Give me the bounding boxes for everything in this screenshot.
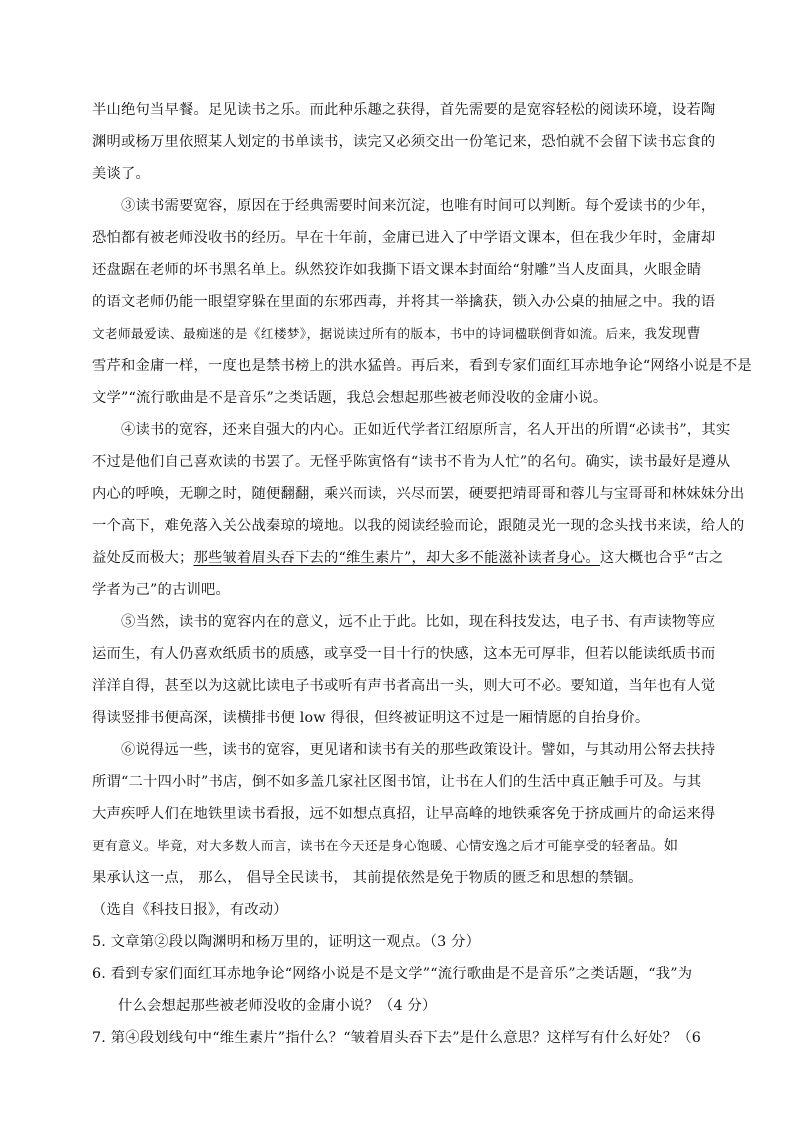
- p5-line-4: 得读竖排书便高深，读横排书便 low 得很，但终被证明这不过是一厢情愿的自抬身价。: [92, 710, 650, 726]
- question-5-text-a: 5. 文章第②段以陶渊明和杨万里的: [92, 934, 314, 950]
- p2-line-1: 半山绝句当早餐。足见读书之乐。而此种乐趣之获得，首先需要的是宽容轻松的阅读环境，设若陶: [92, 102, 716, 118]
- p4-line-5-end: 这大概也合乎“古之: [599, 550, 724, 566]
- p6-line-5: 果承认这一点， 那么， 倡导全民读书， 其前提依然是免于物质的匮乏和思想的禁锢。: [92, 870, 643, 886]
- p3-line-7: 文学”“流行歌曲是不是音乐”之类话题，我总会想起那些被老师没收的金庸小说。: [92, 390, 608, 406]
- p3-line-5-main: 文老师最爱读、最痴迷的是《红楼梦》，据说读过所有的版本，书中的诗词楹联倒背如流。后来，我: [92, 326, 658, 341]
- p4-line-1: ④读书的宽容，还来自强大的内心。正如近代学者江绍原所言，名人开出的所谓“必读书”，其实: [121, 422, 731, 438]
- p4-line-3: 内心的呼唤，无聊之时，随便翻翻，乘兴而读，兴尽而罢，硬要把靖哥哥和蓉儿与宝哥哥和林妹妹分出: [92, 486, 745, 502]
- question-7-line-1: 7. 第④段划线句中“维生素片”指什么？“皱着眉头吞下去”是什么意思？这样写有什么好处？（6: [92, 1030, 701, 1046]
- p2-line-3: 美谈了。: [92, 166, 150, 182]
- p4-line-5: [0, 543, 794, 573]
- p4-line-5-start: 益处反而极大；: [92, 550, 194, 566]
- p6-line-4: [0, 831, 794, 861]
- p3-line-5: [0, 319, 794, 349]
- question-5-text-b: ，证明: [313, 934, 358, 950]
- p3-line-6: 雪芹和金庸一样，一度也是禁书榜上的洪水猛兽。再后来，看到专家们面红耳赤地争论“网络小说是不是: [92, 358, 752, 374]
- p5-line-2: 运而生，有人仍喜欢纸质书的质感，或享受一目十行的快感，这本无可厚非，但若以能读纸质书而: [92, 646, 716, 662]
- question-5: [0, 927, 794, 957]
- p3-line-1: ③读书需要宽容，原因在于经典需要时间来沉淀，也唯有时间可以判断。每个爱读书的少年，: [121, 198, 716, 214]
- source-note: （选自《科技日报》，有改动）: [92, 902, 288, 918]
- p6-line-4-end: 如: [663, 838, 679, 854]
- p3-line-4: 的语文老师仍能一眼望穿躲在里面的东邪西毒，并将其一举擒获，锁入办公桌的抽屉之中。我的语: [92, 294, 716, 310]
- question-6-line-1: 6. 看到专家们面红耳赤地争论“网络小说是不是文学”“流行歌曲是不是音乐”之类话题，“我”为: [92, 966, 693, 982]
- p6-line-1: ⑥说得远一些，读书的宽容，更见诸和读书有关的那些政策设计。譬如，与其动用公帑去扶持: [121, 742, 716, 758]
- p4-line-2: 不过是他们自己喜欢读的书罢了。无怪乎陈寅恪有“读书不肯为人忙”的名句。确实，读书最好是遵从: [92, 454, 731, 470]
- p4-line-4: 一个高下，难免落入关公战秦琼的境地。以我的阅读经验而论，跟随灵光一现的念头找书来读，给人的: [92, 518, 745, 534]
- underlined-sentence: 那些皱着眉头吞下去的“维生素片”，却大多不能滋补读者身心。: [193, 550, 600, 566]
- p3-line-5-end: 发现曹: [657, 326, 701, 342]
- question-5-text-c: 这一观点。（3 分）: [357, 934, 481, 950]
- p5-line-3: 洋洋自得，甚至以为这就比读电子书或听有声书者高出一头，则大可不必。要知道，当年也有人觉: [92, 678, 716, 694]
- p6-line-2: 所谓“二十四小时”书店，倒不如多盖几家社区图书馆，让书在人们的生活中真正触手可及。与其: [92, 774, 702, 790]
- question-6-line-2: 什么会想起那些被老师没收的金庸小说？（4 分）: [118, 998, 437, 1014]
- p6-line-4-main: 更有意义。毕竟，对大多数人而言，读书在今天还是身心饱暖、心情安逸之后才可能享受的轻奢品。: [92, 838, 664, 853]
- p6-line-3: 大声疾呼人们在地铁里读书看报，远不如想点真招，让早高峰的地铁乘客免于挤成画片的命运来得: [92, 806, 716, 822]
- p3-line-2: 恐怕都有被老师没收书的经历。早在十年前，金庸已进入了中学语文课本，但在我少年时，金庸却: [92, 230, 716, 246]
- p5-line-1: ⑤当然，读书的宽容内在的意义，远不止于此。比如，现在科技发达，电子书、有声读物等应: [121, 614, 716, 630]
- p2-line-2: 渊明或杨万里依照某人划定的书单读书，读完又必须交出一份笔记来，恐怕就不会留下读书忘食的: [92, 134, 716, 150]
- p4-line-6: 学者为己”的古训吧。: [92, 582, 230, 598]
- p3-line-3: 还盘踞在老师的坏书黑名单上。纵然狡诈如我撕下语文课本封面给“射雕”当人皮面具，火眼金睛: [92, 262, 702, 278]
